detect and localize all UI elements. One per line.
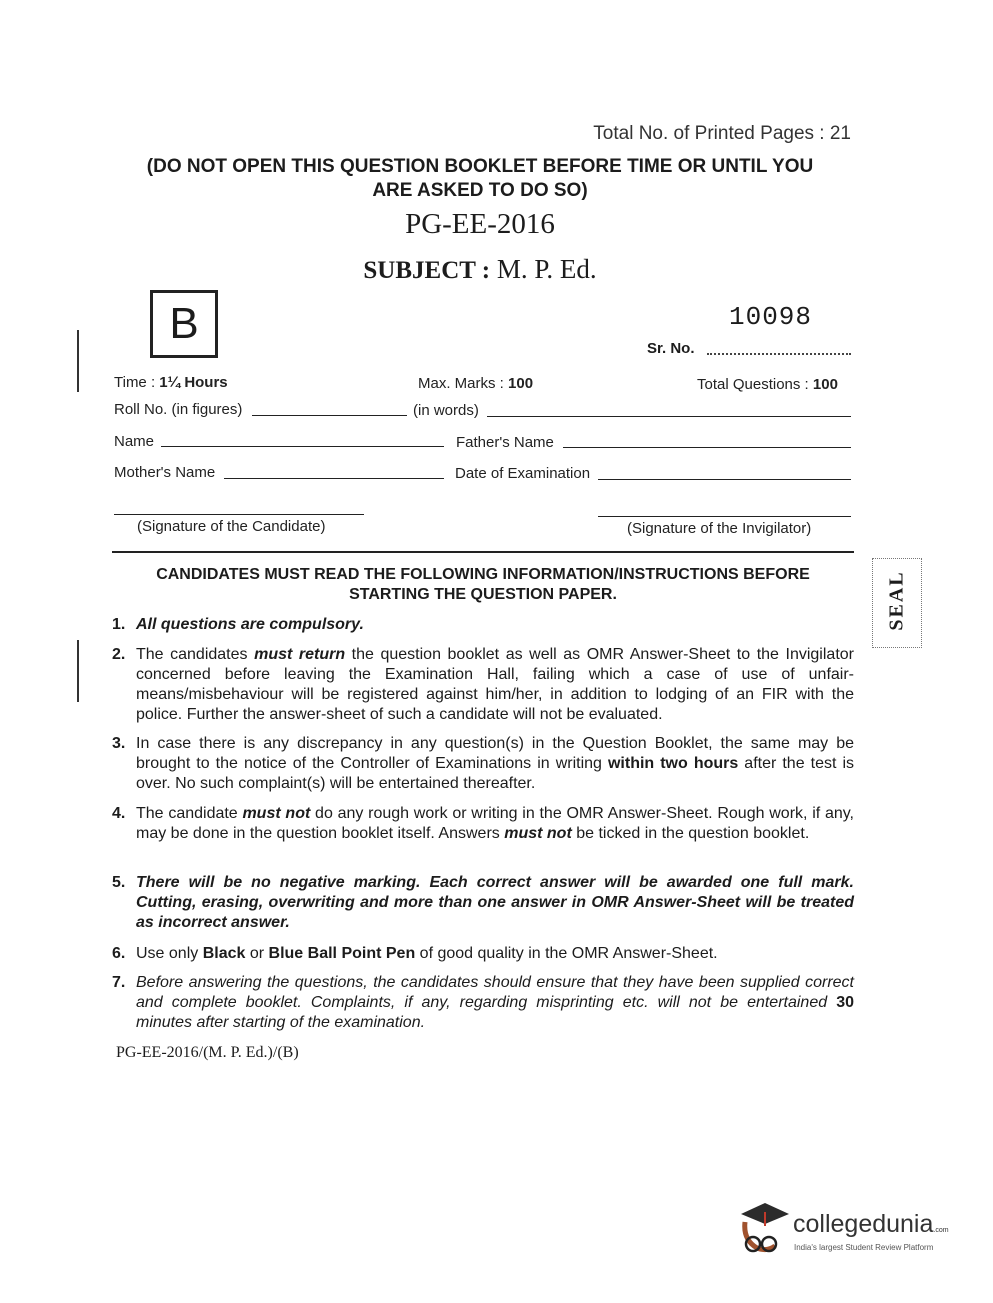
instruction-text: Use only Black or Blue Ball Point Pen of good quality in the OMR Answer-Sheet. [136,945,718,962]
logo-tagline: India's largest Student Review Platform [794,1243,934,1252]
collegedunia-mascot-icon [735,1200,793,1258]
section-divider [112,551,854,553]
total-questions [697,376,838,393]
collegedunia-logo [793,1210,949,1239]
instruction-number: 7. [112,974,126,991]
time-allowed [114,374,228,391]
instructions-heading-line-1: CANDIDATES MUST READ THE FOLLOWING INFORMATION/INSTRUCTIONS BEFORE [156,566,810,583]
time-value: 1¼ Hours [159,374,228,391]
invigilator-signature-line[interactable] [598,516,851,517]
instruction-number: 1. [112,616,126,633]
instruction-number: 3. [112,735,126,752]
max-marks [418,375,533,392]
total-printed-pages: Total No. of Printed Pages : 21 [593,123,851,144]
warning-line-1: (DO NOT OPEN THIS QUESTION BOOKLET BEFORE TIME OR UNTIL YOU [146,156,814,177]
instruction-item-3 [112,734,854,794]
mother-name-line[interactable] [224,478,444,479]
booklet-series-box: B [150,290,218,358]
instruction-item-6 [112,944,854,964]
instruction-number: 6. [112,945,126,962]
subject-value: M. P. Ed. [496,254,597,284]
instruction-text: Before answering the questions, the candidates should ensure that they have been supplied correct and complete booklet. Complaints, if any, regarding misprinting etc. will not be entertained 30 minutes after starting of the examination. [136,974,854,1031]
exam-date-label: Date of Examination [455,465,591,482]
instruction-text: All questions are compulsory. [136,616,364,633]
roll-figures-line[interactable] [252,415,407,416]
instructions-heading [112,565,854,605]
instruction-text: The candidates must return the question booklet as well as OMR Answer-Sheet to the Invigilator concerned before leaving the Examination Hall, failing which a case of use of unfair-means/misbehaviour will be registered against him/her, in addition to lodging of an FIR with the police. Further the answer-sheet of such a candidate will not be evaluated. [136,646,854,723]
roll-words-label: (in words) [413,402,479,419]
total-questions-label: Total Questions : [697,376,809,393]
total-questions-value: 100 [812,376,838,393]
logo-name: collegedunia [793,1210,934,1238]
name-line[interactable] [161,446,444,447]
roll-words-line[interactable] [487,416,851,417]
candidate-signature-line[interactable] [114,514,364,515]
instruction-item-7 [112,973,854,1033]
name-label: Name [114,433,155,450]
margin-mark [77,330,79,392]
time-label: Time : [114,374,156,391]
instruction-text: The candidate must not do any rough work or writing in the OMR Answer-Sheet. Rough work, if any, may be done in the question booklet itself. Answers must not be ticked in the question booklet. [136,805,855,842]
mother-name-label: Mother's Name [114,464,216,481]
instructions-heading-line-2: STARTING THE QUESTION PAPER. [349,586,617,603]
instruction-number: 4. [112,805,126,822]
instruction-number: 5. [112,874,126,891]
logo-com: .com [933,1227,949,1234]
subject-line [0,254,960,285]
subject-label: SUBJECT : [363,257,491,284]
seal-text: SEAL [885,570,908,631]
do-not-open-warning [110,155,850,203]
roll-figures-label: Roll No. (in figures) [114,401,243,418]
serial-number-dotted-line [707,339,851,355]
serial-number-label: Sr. No. [647,340,695,357]
candidate-signature-label: (Signature of the Candidate) [137,518,326,535]
page-footer-code: PG-EE-2016/(M. P. Ed.)/(B) [116,1044,299,1061]
warning-line-2: ARE ASKED TO DO SO) [372,180,588,201]
max-marks-value: 100 [508,375,534,392]
instruction-item-2 [112,645,854,725]
father-name-label: Father's Name [456,434,554,451]
instruction-item-5 [112,873,854,933]
instruction-item-1 [112,615,854,635]
father-name-line[interactable] [563,447,851,448]
margin-mark [77,640,79,702]
instruction-item-4 [112,804,854,844]
instruction-text: There will be no negative marking. Each correct answer will be awarded one full mark. Cutting, erasing, overwriting and more than one answer in OMR Answer-Sheet will be treated as incorrect answer. [136,874,854,931]
instruction-number: 2. [112,646,126,663]
seal-stamp [872,558,922,648]
instruction-text: In case there is any discrepancy in any question(s) in the Question Booklet, the same may be brought to the notice of the Controller of Examinations in writing within two hours after the test is over. No such complaint(s) will be entertained thereafter. [136,735,855,792]
invigilator-signature-label: (Signature of the Invigilator) [627,520,812,537]
exam-code: PG-EE-2016 [405,208,555,240]
max-marks-label: Max. Marks : [418,375,504,392]
serial-number: 10098 [729,302,813,332]
exam-date-line[interactable] [598,479,851,480]
